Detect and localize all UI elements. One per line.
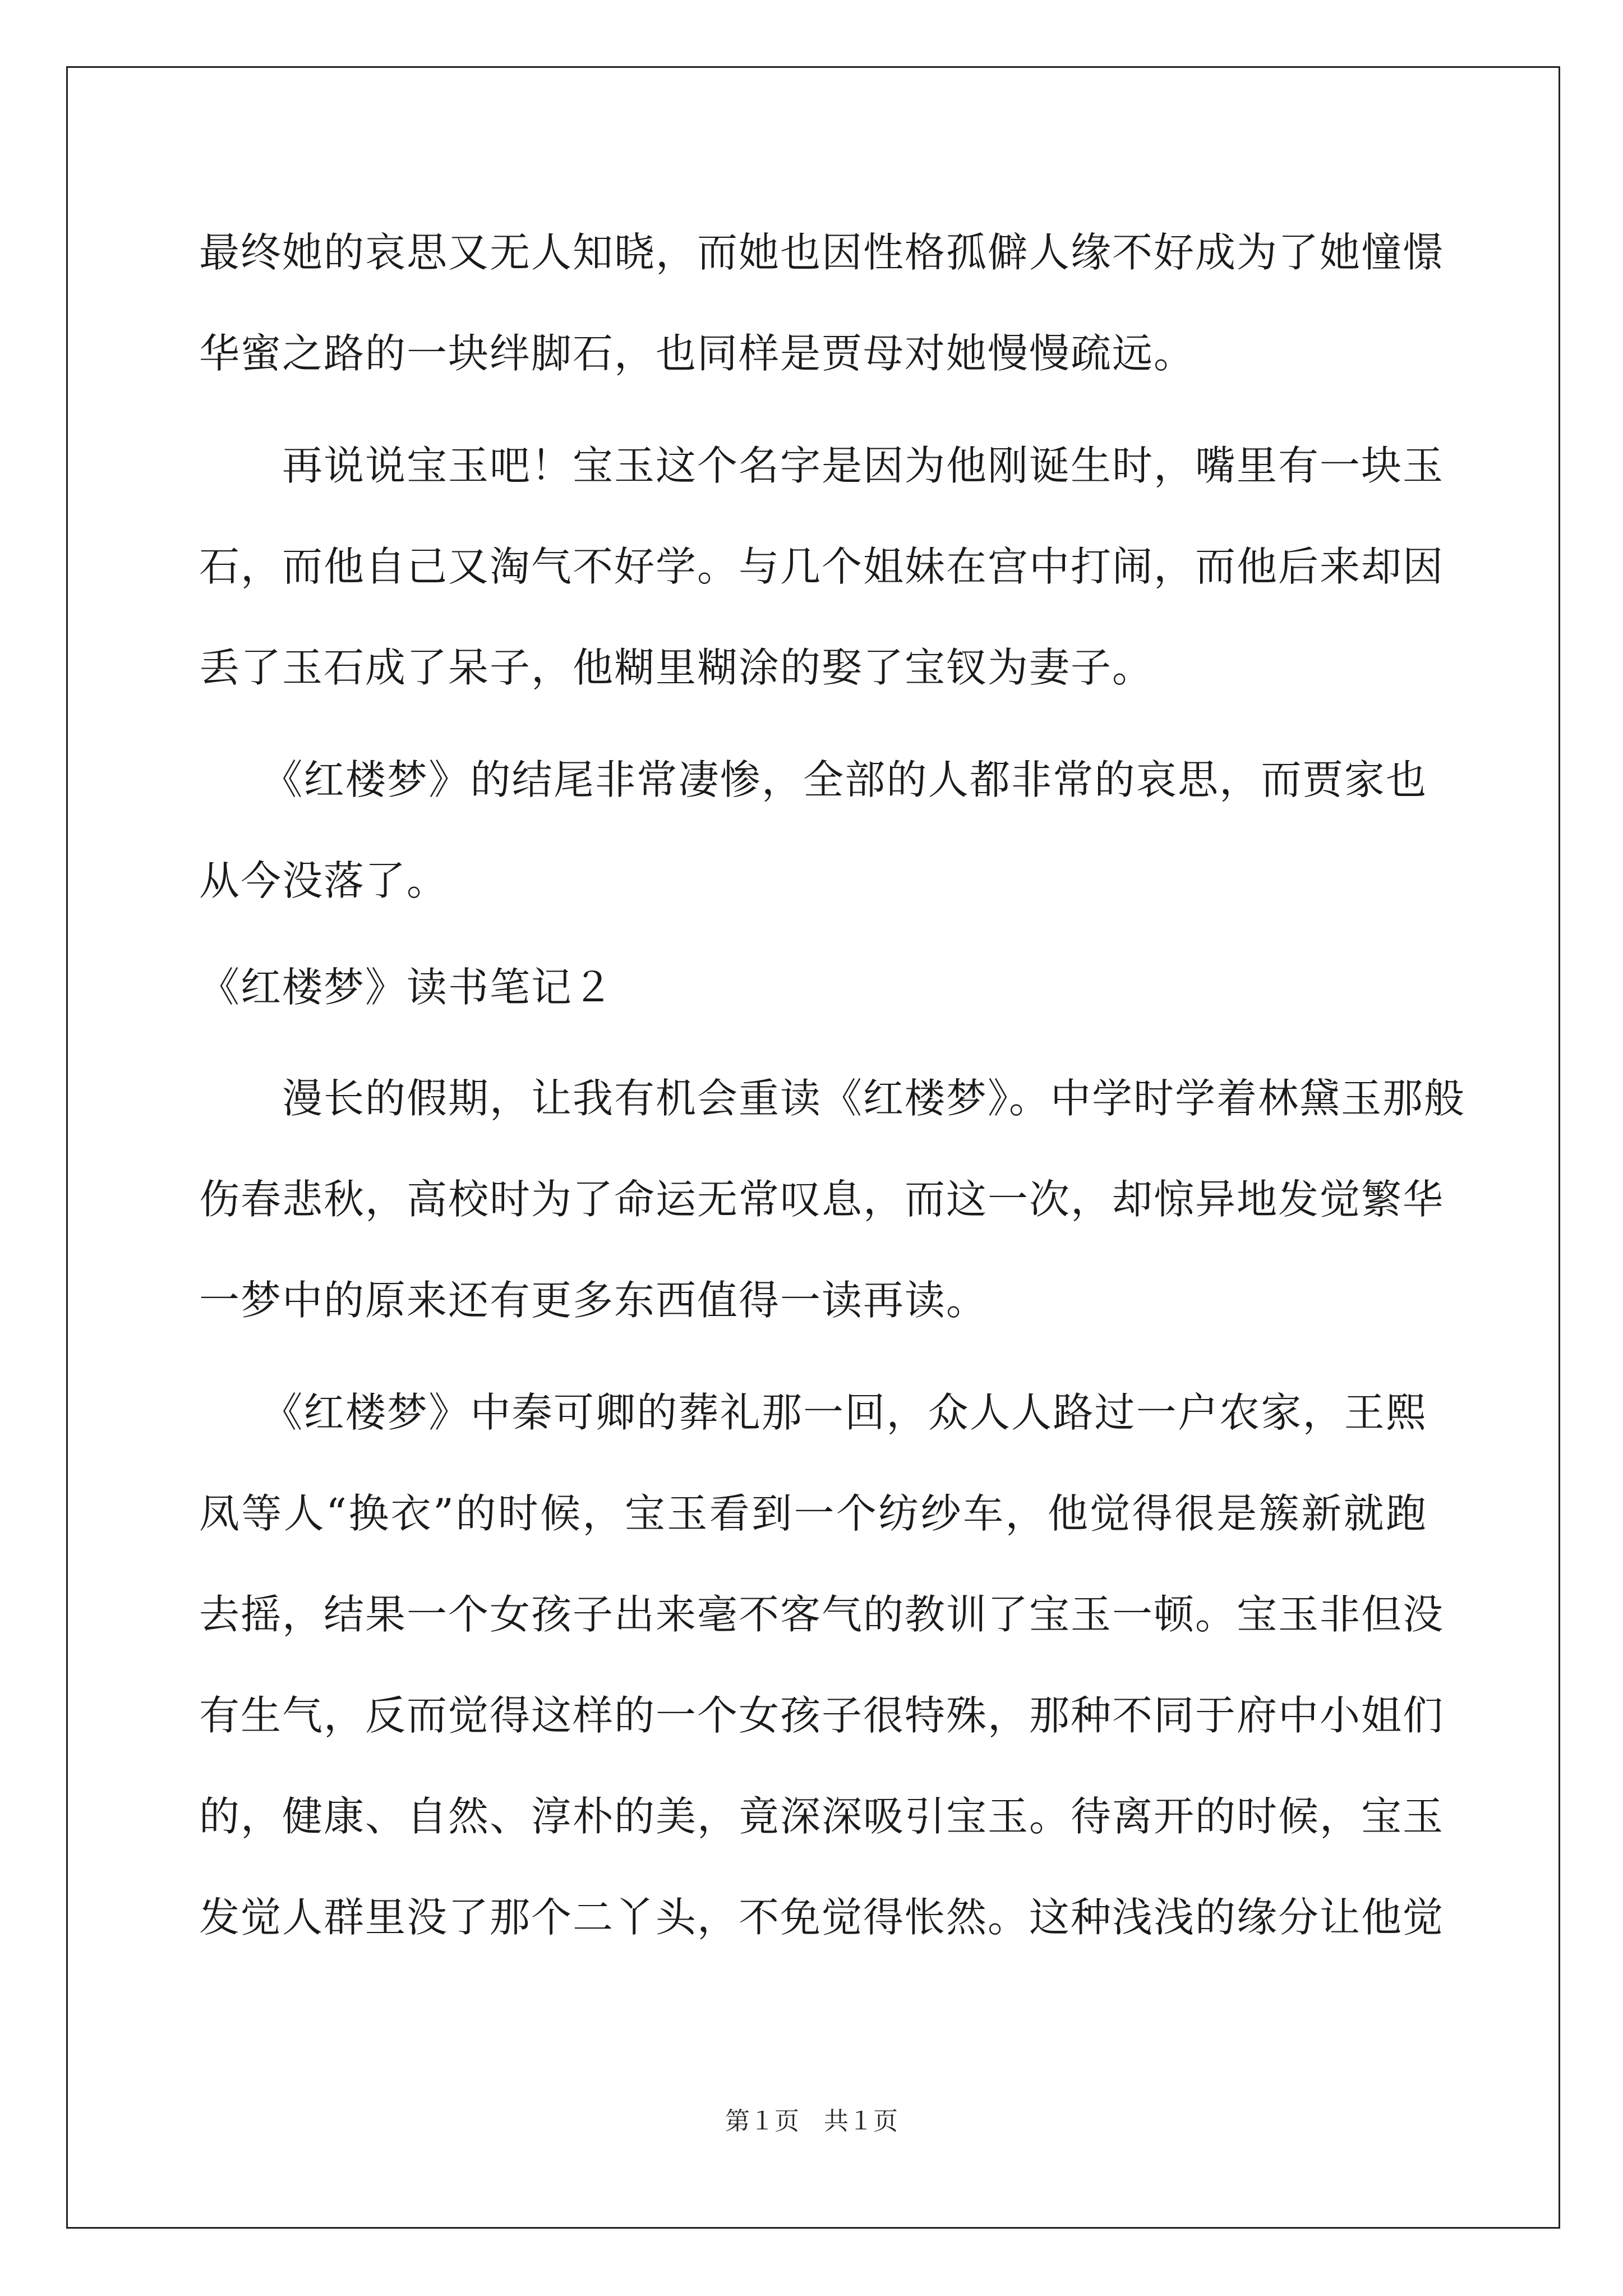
text-line-2: 华蜜之路的一块绊脚石，也同样是贾母对她慢慢疏远。 xyxy=(199,330,1196,377)
text-line-3: 再说说宝玉吧！宝玉这个名字是因为他刚诞生时，嘴里有一块玉 xyxy=(199,442,1445,489)
text-line-11: 一梦中的原来还有更多东西值得一读再读。 xyxy=(199,1277,988,1324)
text-line-1: 最终她的哀思又无人知晓，而她也因性格孤僻人缘不好成为了她憧憬 xyxy=(199,229,1445,276)
text-line-7: 从今没落了。 xyxy=(199,857,449,904)
text-line-16: 的，健康、自然、淳朴的美，竟深深吸引宝玉。待离开的时候，宝玉 xyxy=(199,1793,1445,1840)
text-line-5: 丢了玉石成了呆子，他糊里糊涂的娶了宝钗为妻子。 xyxy=(199,644,1154,691)
page-footer: 第１页 共１页 xyxy=(725,2107,898,2136)
text-line-4: 石，而他自己又淘气不好学。与几个姐妹在宫中打闹，而他后来却因 xyxy=(199,543,1445,590)
text-line-12: 《红楼梦》中秦可卿的葬礼那一回，众人人路过一户农家，王熙 xyxy=(199,1389,1427,1436)
text-line-14: 去摇，结果一个女孩子出来毫不客气的教训了宝玉一顿。宝玉非但没 xyxy=(199,1591,1445,1638)
text-line-13: 凤等人“换衣”的时候，宝玉看到一个纺纱车，他觉得很是簇新就跑 xyxy=(199,1490,1427,1537)
section-heading: 《红楼梦》读书笔记２ xyxy=(199,964,615,1011)
text-line-10: 伤春悲秋，高校时为了命运无常叹息，而这一次，却惊异地发觉繁华 xyxy=(199,1176,1445,1223)
text-line-6: 《红楼梦》的结尾非常凄惨，全部的人都非常的哀思，而贾家也 xyxy=(199,756,1427,803)
text-line-15: 有生气，反而觉得这样的一个女孩子很特殊，那种不同于府中小姐们 xyxy=(199,1692,1445,1739)
text-line-17: 发觉人群里没了那个二丫头，不免觉得怅然。这种浅浅的缘分让他觉 xyxy=(199,1894,1445,1941)
text-line-9: 漫长的假期，让我有机会重读《红楼梦》。中学时学着林黛玉那般 xyxy=(199,1075,1466,1122)
